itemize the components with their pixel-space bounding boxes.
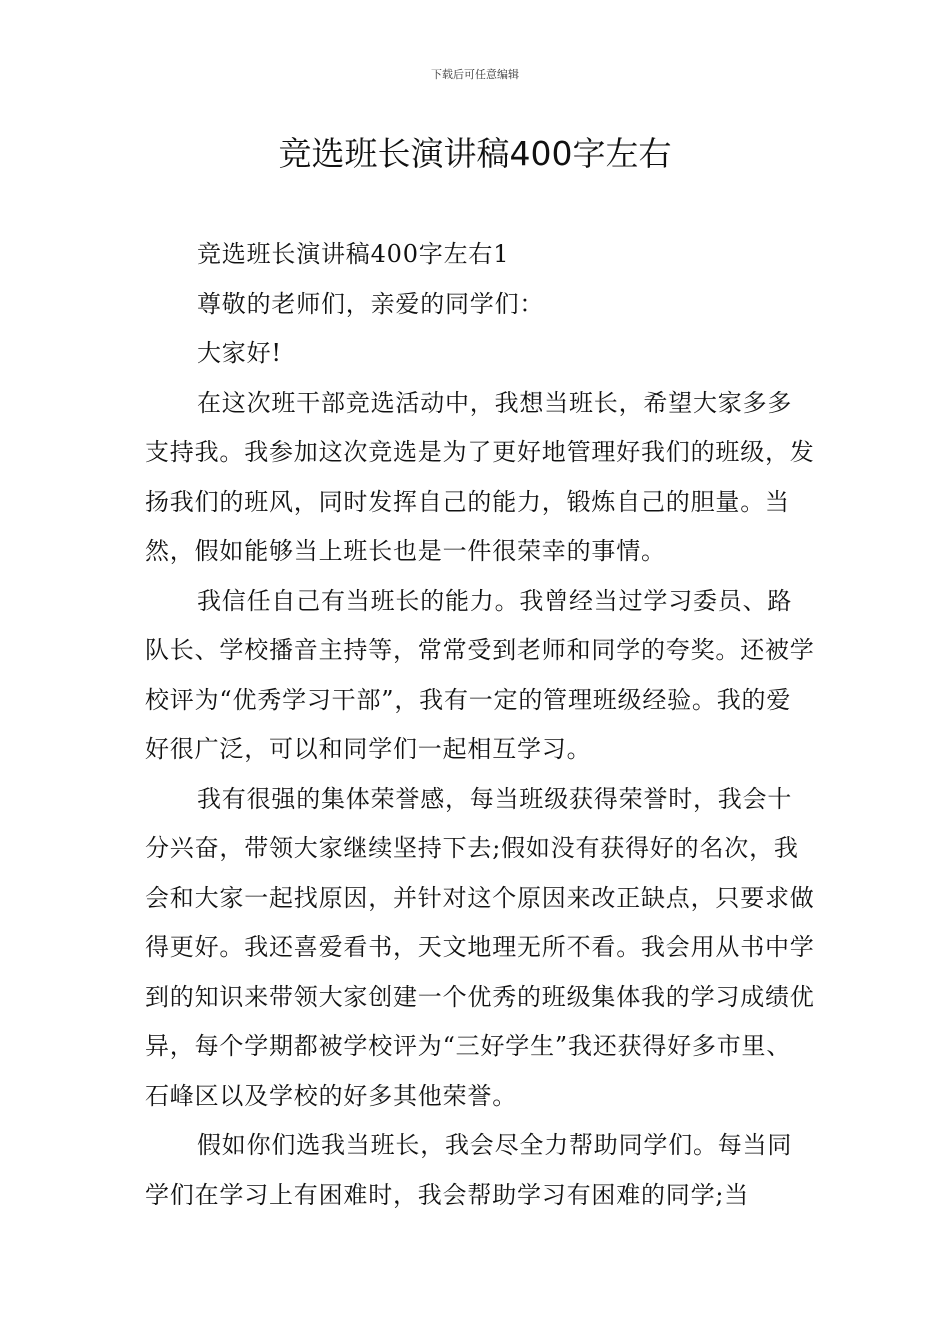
paragraph-3: 大家好! xyxy=(197,339,282,367)
document-body xyxy=(145,230,815,1220)
paragraph-7: 假如你们选我当班长，我会尽全力帮助同学们。每当同学们在学习上有困难时，我会帮助学习有困难的同学;当 xyxy=(145,1131,793,1209)
paragraph-4: 在这次班干部竞选活动中，我想当班长，希望大家多多支持我。我参加这次竞选是为了更好地管理好我们的班级，发扬我们的班风，同时发挥自己的能力，锻炼自己的胆量。当然，假如能够当上班长也是一件很荣幸的事情。 xyxy=(145,388,815,565)
paragraph-1: 竞选班长演讲稿400字左右1 xyxy=(197,240,510,268)
paragraph-2: 尊敬的老师们，亲爱的同学们： xyxy=(197,289,545,318)
document-title: 竞选班长演讲稿400字左右 xyxy=(278,134,672,173)
header-note: 下载后可任意编辑 xyxy=(431,68,519,81)
paragraph-6: 我有很强的集体荣誉感，每当班级获得荣誉时，我会十分兴奋，带领大家继续坚持下去;假如没有获得好的名次，我会和大家一起找原因，并针对这个原因来改正缺点，只要求做得更好。我还喜爱看书，天文地理无所不看。我会用从书中学到的知识来带领大家创建一个优秀的班级集体我的学习成绩优异，每个学期都被学校评为“三好学生”我还获得好多市里、石峰区以及学校的好多其他荣誉。 xyxy=(145,784,815,1110)
paragraph-5: 我信任自己有当班长的能力。我曾经当过学习委员、路队长、学校播音主持等，常常受到老师和同学的夸奖。还被学校评为“优秀学习干部”，我有一定的管理班级经验。我的爱好很广泛，可以和同学们一起相互学习。 xyxy=(145,586,815,763)
